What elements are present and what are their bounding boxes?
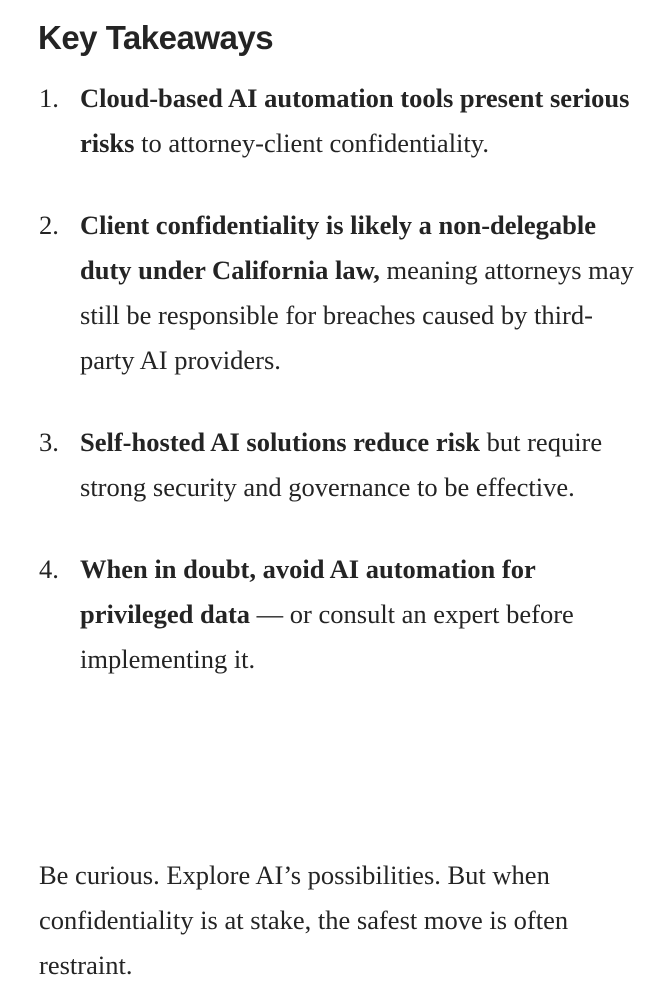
list-number: 2. (39, 210, 59, 240)
list-item-text: meaning attorneys may still be responsible for breaches caused by third-party AI providers. (80, 255, 634, 375)
list-item (39, 420, 639, 510)
list-number: 1. (39, 83, 59, 113)
closing-paragraph: Be curious. Explore AI’s possibilities. But when confidentiality is at stake, the safest move is often restraint. (39, 860, 569, 980)
list-item-bold: Self-hosted AI solutions reduce risk (80, 427, 480, 457)
list-item-text: but require strong security and governance to be effective. (80, 427, 603, 502)
takeaways-list (39, 76, 639, 719)
list-item-text: to attorney-client confidentiality. (134, 128, 489, 158)
list-item-bold: Client confidentiality is likely a non-delegable duty under California law, (80, 210, 597, 285)
list-number: 3. (39, 427, 59, 457)
list-item-text: — or consult an expert before implementing it. (80, 599, 574, 674)
section-heading: Key Takeaways (38, 19, 274, 56)
list-item (39, 547, 639, 682)
list-item (39, 203, 639, 383)
list-number: 4. (39, 554, 59, 584)
list-item-bold: Cloud-based AI automation tools present serious risks (80, 83, 630, 158)
list-item-bold: When in doubt, avoid AI automation for privileged data (80, 554, 536, 629)
list-item (39, 76, 639, 166)
